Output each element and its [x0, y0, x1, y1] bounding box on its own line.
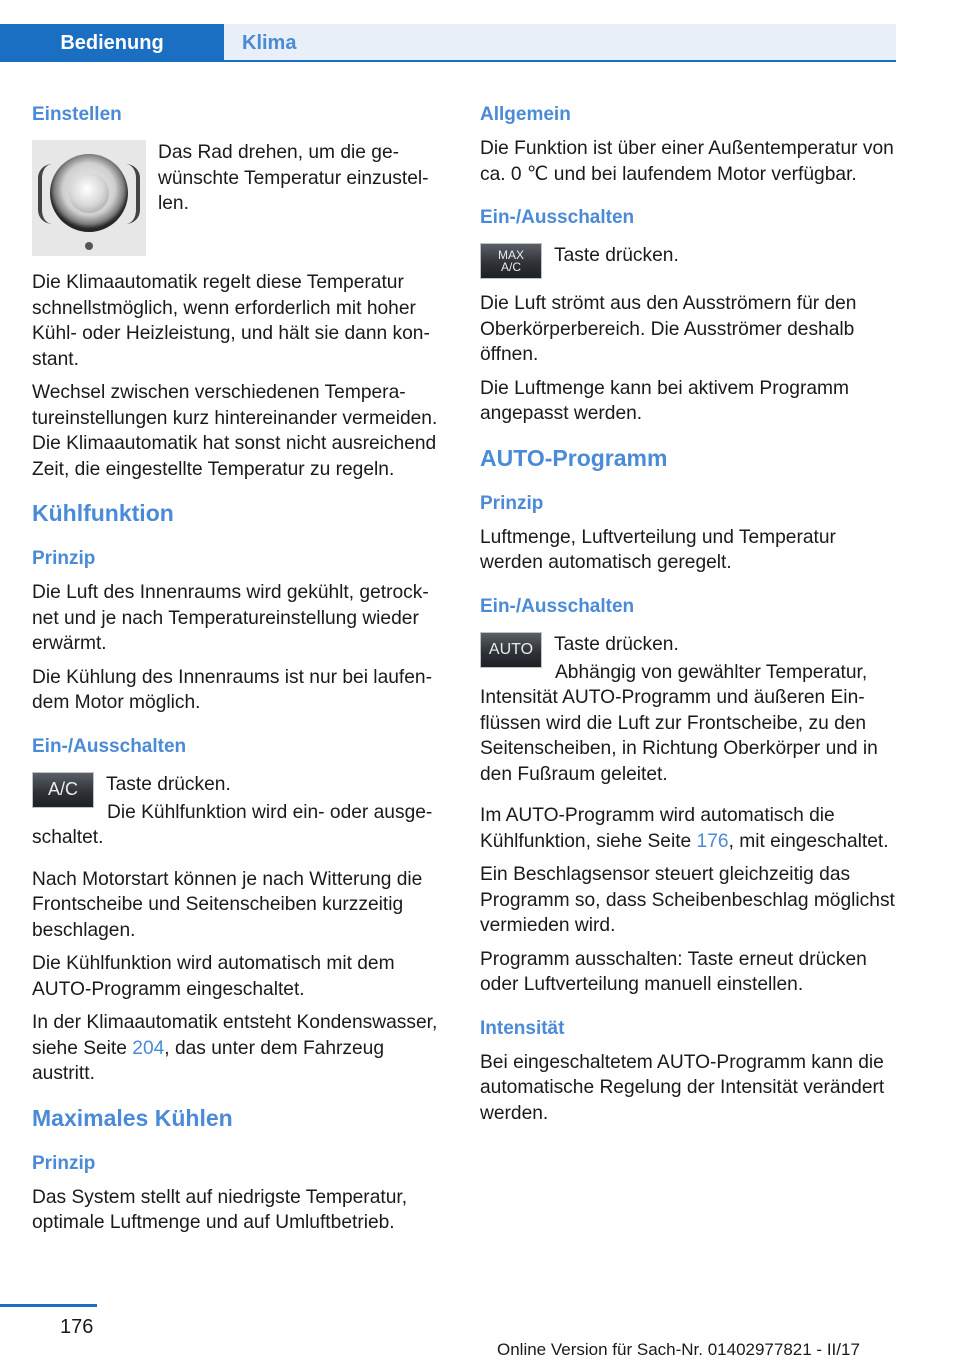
knob-center	[69, 173, 109, 213]
paragraph: Die Klimaautomatik regelt diese Temperatur schnellstmöglich, wenn erforderlich mit hoher Kühl- oder Heizleistung, und hält sie dann konstant.	[32, 272, 430, 370]
header-bar	[0, 0, 960, 62]
auto-button-icon: AUTO	[480, 632, 542, 668]
paragraph: Programm ausschalten: Taste erneut drücken oder Luftverteilung manuell einstellen.	[480, 948, 867, 995]
max-line1: MAX	[497, 248, 524, 262]
header-divider	[0, 60, 896, 62]
heading-auto-programm: AUTO-Programm	[480, 444, 668, 471]
footer-divider	[0, 1304, 97, 1307]
page-link-204[interactable]: 204	[132, 1037, 165, 1059]
max-ac-figure-row	[480, 243, 896, 279]
einstellen-text: Das Rad drehen, um die gewünschte Temperatur einzustellen.	[158, 142, 429, 214]
text: , das unter dem Fahrzeug austritt.	[32, 1037, 385, 1084]
heading-prinzip: Prinzip	[32, 1152, 96, 1174]
left-column	[32, 100, 448, 1244]
heading-kuehlfunktion: Kühlfunktion	[32, 500, 174, 526]
knob-side-right	[126, 164, 140, 224]
heading-einstellen: Einstellen	[32, 104, 122, 125]
paragraph	[480, 803, 896, 854]
right-column	[480, 100, 896, 1134]
online-version-text: Online Version für Sach-Nr. 01402977821 - II/17	[497, 1340, 860, 1359]
page-link-176[interactable]: 176	[696, 830, 729, 852]
paragraph: Nach Motorstart können je nach Witterung die Frontscheibe und Seitenscheiben kurzzeitig beschlagen.	[32, 868, 423, 941]
tab-bedienung[interactable]: Bedienung	[0, 24, 224, 62]
paragraph: Die Luftmenge kann bei aktivem Programm angepasst werden.	[480, 377, 849, 424]
paragraph: Das System stellt auf niedrigste Temperatur, optimale Luftmenge und auf Umluftbetrieb.	[32, 1186, 408, 1233]
text: In der Klimaautomatik entsteht Kondenswasser, siehe Seite	[32, 1012, 438, 1059]
paragraph: Abhängig von gewählter Temperatur, Intensität AUTO-Programm und äußeren Einflüssen wird die Luft zur Frontscheibe, zu den Seitenscheiben, in Richtung Oberkörper und in den Fußraum geleitet.	[480, 661, 878, 785]
heading-intensitaet: Intensität	[480, 1017, 565, 1039]
taste-druecken: Taste drücken.	[554, 633, 679, 655]
paragraph: Wechsel zwischen verschiedenen Temperatureinstellungen kurz hintereinander vermeiden. Die Klimaautomatik hat sonst nicht ausreichend Zeit, die eingestellte Temperatur zu regeln.	[32, 382, 438, 480]
paragraph: Luftmenge, Luftverteilung und Temperatur werden automatisch geregelt.	[480, 526, 836, 573]
heading-maximales-kuehlen: Maximales Kühlen	[32, 1104, 233, 1131]
paragraph: Die Kühlfunktion wird ein- oder ausgeschaltet.	[32, 801, 433, 848]
page-number: 176	[60, 1316, 94, 1338]
tab-klima[interactable]: Klima	[224, 24, 896, 62]
knob-led	[85, 242, 93, 250]
heading-ein-ausschalten: Ein-/Ausschalten	[32, 735, 187, 757]
text: , mit eingeschaltet.	[728, 830, 889, 852]
paragraph: Die Luft strömt aus den Ausströmern für den Oberkörperbereich. Die Ausströmer deshalb öffnen.	[480, 293, 857, 365]
heading-ein-ausschalten: Ein-/Ausschalten	[480, 207, 635, 228]
ac-button-icon: A/C	[32, 772, 94, 808]
taste-druecken: Taste drücken.	[554, 245, 679, 266]
max-ac-button-icon	[480, 243, 542, 279]
taste-druecken: Taste drücken.	[106, 773, 231, 795]
temperature-knob-icon	[32, 140, 146, 256]
heading-prinzip: Prinzip	[480, 492, 544, 514]
max-label	[498, 249, 524, 273]
heading-prinzip: Prinzip	[32, 548, 96, 569]
paragraph: Die Luft des Innenraums wird gekühlt, getrocknet und je nach Temperatureinstellung wieder erwärmt.	[32, 582, 429, 654]
paragraph: Bei eingeschaltetem AUTO-Programm kann die automatische Regelung der Intensität verändert werden.	[480, 1051, 885, 1124]
max-line2: A/C	[500, 260, 521, 274]
knob-figure-row	[32, 140, 448, 256]
text: Im AUTO-Programm wird automatisch die Kühlfunktion, siehe Seite	[480, 805, 835, 852]
heading-ein-ausschalten: Ein-/Ausschalten	[480, 595, 635, 617]
paragraph: Ein Beschlagsensor steuert gleichzeitig das Programm so, dass Scheibenbeschlag möglichst vermieden wird.	[480, 864, 895, 936]
heading-allgemein: Allgemein	[480, 104, 571, 125]
paragraph: Die Kühlfunktion wird automatisch mit dem AUTO-Programm eingeschaltet.	[32, 953, 395, 1000]
paragraph: Die Kühlung des Innenraums ist nur bei laufendem Motor möglich.	[32, 666, 432, 713]
paragraph: Die Funktion ist über einer Außentemperatur von ca. 0 ℃ und bei laufendem Motor verfügbar.	[480, 138, 894, 185]
paragraph	[32, 1010, 448, 1087]
